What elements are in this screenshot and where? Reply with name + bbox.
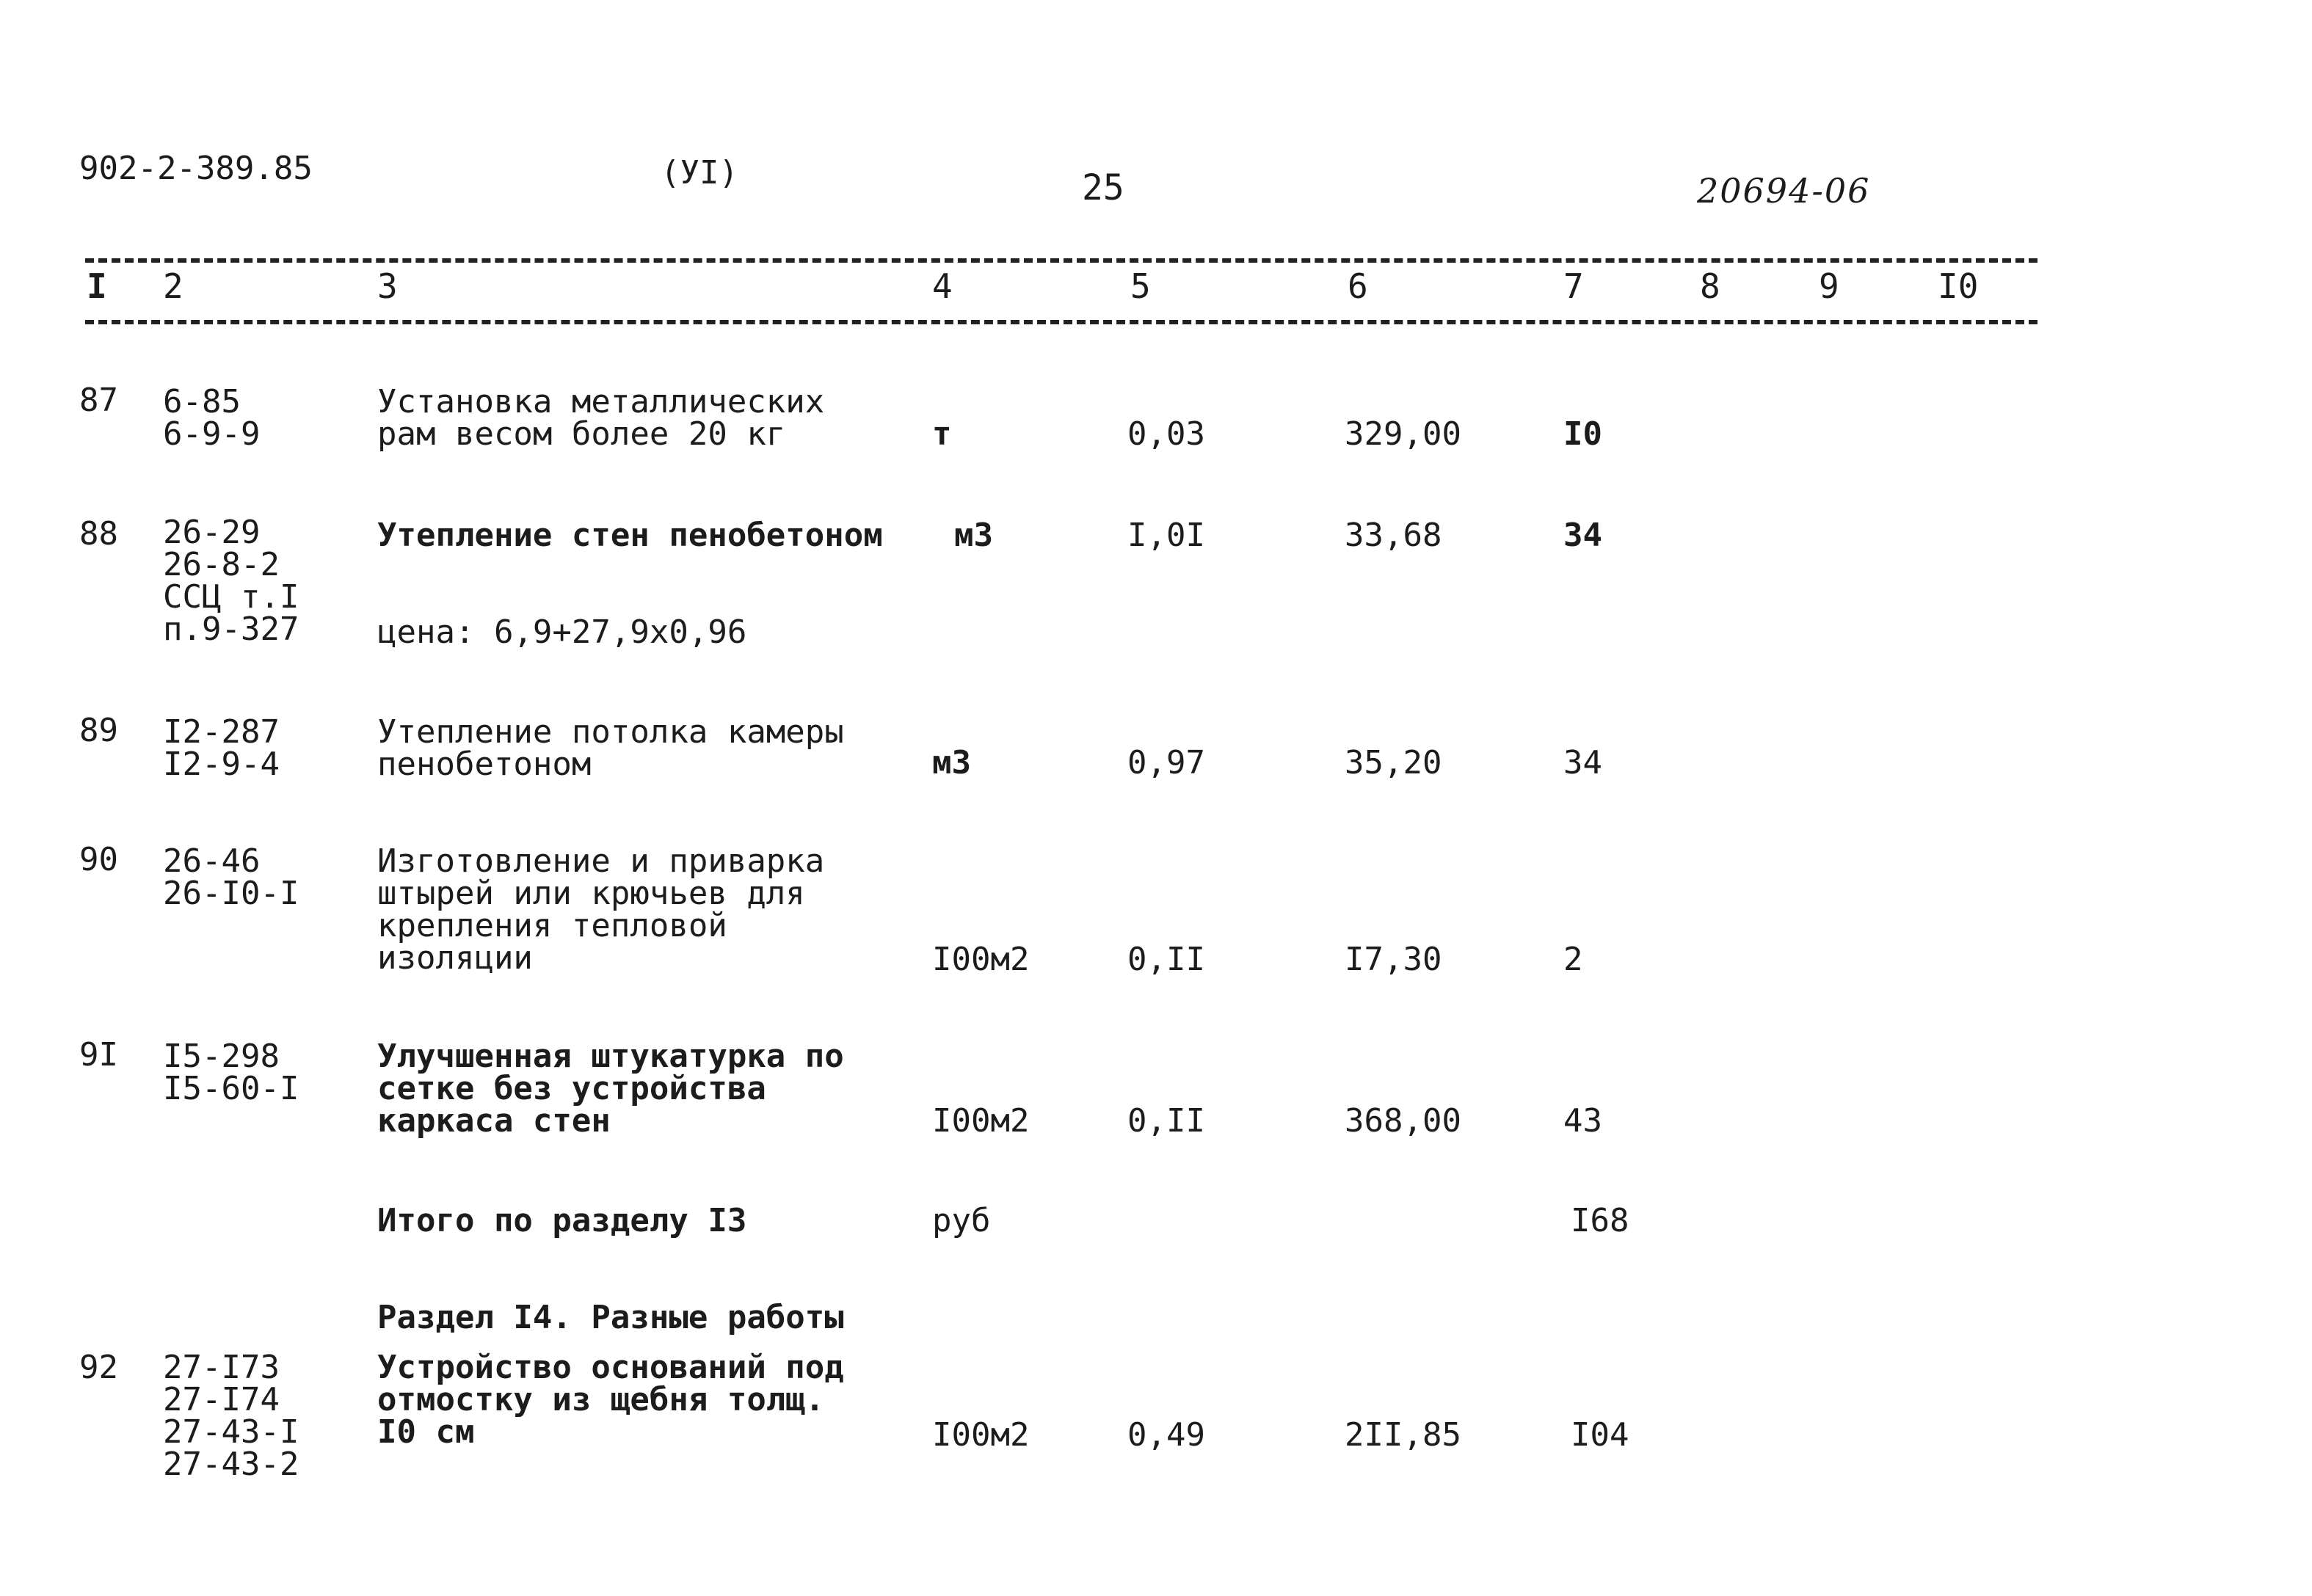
column-number-4: 4 (932, 266, 953, 306)
row-quantity: 0,II (1127, 941, 1205, 978)
row-number: 87 (79, 382, 118, 419)
column-number-2: 2 (163, 266, 183, 306)
row-codes: 26-46 26-I0-I (163, 842, 299, 912)
row-number: 88 (79, 515, 118, 553)
header-bottom-rule (85, 320, 2037, 324)
row-number: 90 (79, 841, 118, 878)
column-number-5: 5 (1130, 266, 1151, 306)
row-unit: м3 (954, 517, 993, 554)
row-description: Утепление стен пенобетоном (377, 517, 883, 554)
row-description: Устройство оснований под отмостку из щебня толщ. I0 см (377, 1349, 844, 1451)
header-top-rule (85, 258, 2037, 263)
row-quantity: I,0I (1127, 517, 1205, 554)
row-unit: I00м2 (932, 1416, 1030, 1454)
row-number: 89 (79, 712, 118, 749)
row-quantity: 0,49 (1127, 1416, 1205, 1454)
row-total: 43 (1563, 1102, 1602, 1140)
column-number-9: 9 (1819, 266, 1839, 306)
row-unit-price: 2II,85 (1345, 1416, 1461, 1454)
section-marker: (УI) (661, 154, 738, 192)
row-number: 9I (79, 1036, 118, 1074)
row-unit-price: I7,30 (1345, 941, 1442, 978)
row-number: 92 (79, 1349, 118, 1386)
document-code: 902-2-389.85 (79, 150, 313, 187)
section-title: Раздел I4. Разные работы (377, 1299, 844, 1336)
row-unit: т (932, 415, 952, 453)
row-description: Установка металлических рам весом более 20 кг (377, 383, 825, 453)
column-number-3: 3 (377, 266, 398, 306)
row-quantity: 0,II (1127, 1102, 1205, 1140)
column-number-8: 8 (1700, 266, 1720, 306)
row-total: 34 (1563, 517, 1602, 554)
row-quantity: 0,97 (1127, 744, 1205, 781)
row-unit: I00м2 (932, 941, 1030, 978)
row-codes: 27-I73 27-I74 27-43-I 27-43-2 (163, 1349, 299, 1483)
row-unit-price: 368,00 (1345, 1102, 1461, 1140)
handwritten-code: 20694-06 (1697, 171, 1871, 211)
column-number-10: I0 (1938, 266, 1979, 306)
row-unit-price: 35,20 (1345, 744, 1442, 781)
column-number-7: 7 (1563, 266, 1584, 306)
row-total: 34 (1563, 744, 1602, 781)
row-unit: м3 (932, 744, 971, 781)
row-codes: 6-85 6-9-9 (163, 383, 261, 453)
row-description: Утепление потолка камеры пенобетоном (377, 713, 844, 783)
row-total: 2 (1563, 941, 1583, 978)
row-codes: I2-287 I2-9-4 (163, 713, 280, 783)
page-number: 25 (1082, 167, 1124, 208)
price-note: цена: 6,9+27,9х0,96 (377, 613, 747, 651)
row-total: I04 (1571, 1416, 1629, 1454)
column-number-1: I (87, 266, 107, 306)
row-codes: 26-29 26-8-2 ССЦ т.I п.9-327 (163, 514, 299, 648)
row-unit: I00м2 (932, 1102, 1030, 1140)
row-codes: I5-298 I5-60-I (163, 1038, 299, 1107)
subtotal-unit: руб (932, 1202, 991, 1239)
row-quantity: 0,03 (1127, 415, 1205, 453)
row-total: I0 (1563, 415, 1602, 453)
subtotal-label: Итого по разделу I3 (377, 1202, 747, 1239)
row-description: Изготовление и приварка штырей или крючьев для крепления тепловой изоляции (377, 842, 825, 977)
row-description: Улучшенная штукатурка по сетке без устройства каркаса стен (377, 1038, 844, 1140)
row-unit-price: 33,68 (1345, 517, 1442, 554)
column-number-6: 6 (1348, 266, 1368, 306)
subtotal-total: I68 (1571, 1202, 1629, 1239)
row-unit-price: 329,00 (1345, 415, 1461, 453)
